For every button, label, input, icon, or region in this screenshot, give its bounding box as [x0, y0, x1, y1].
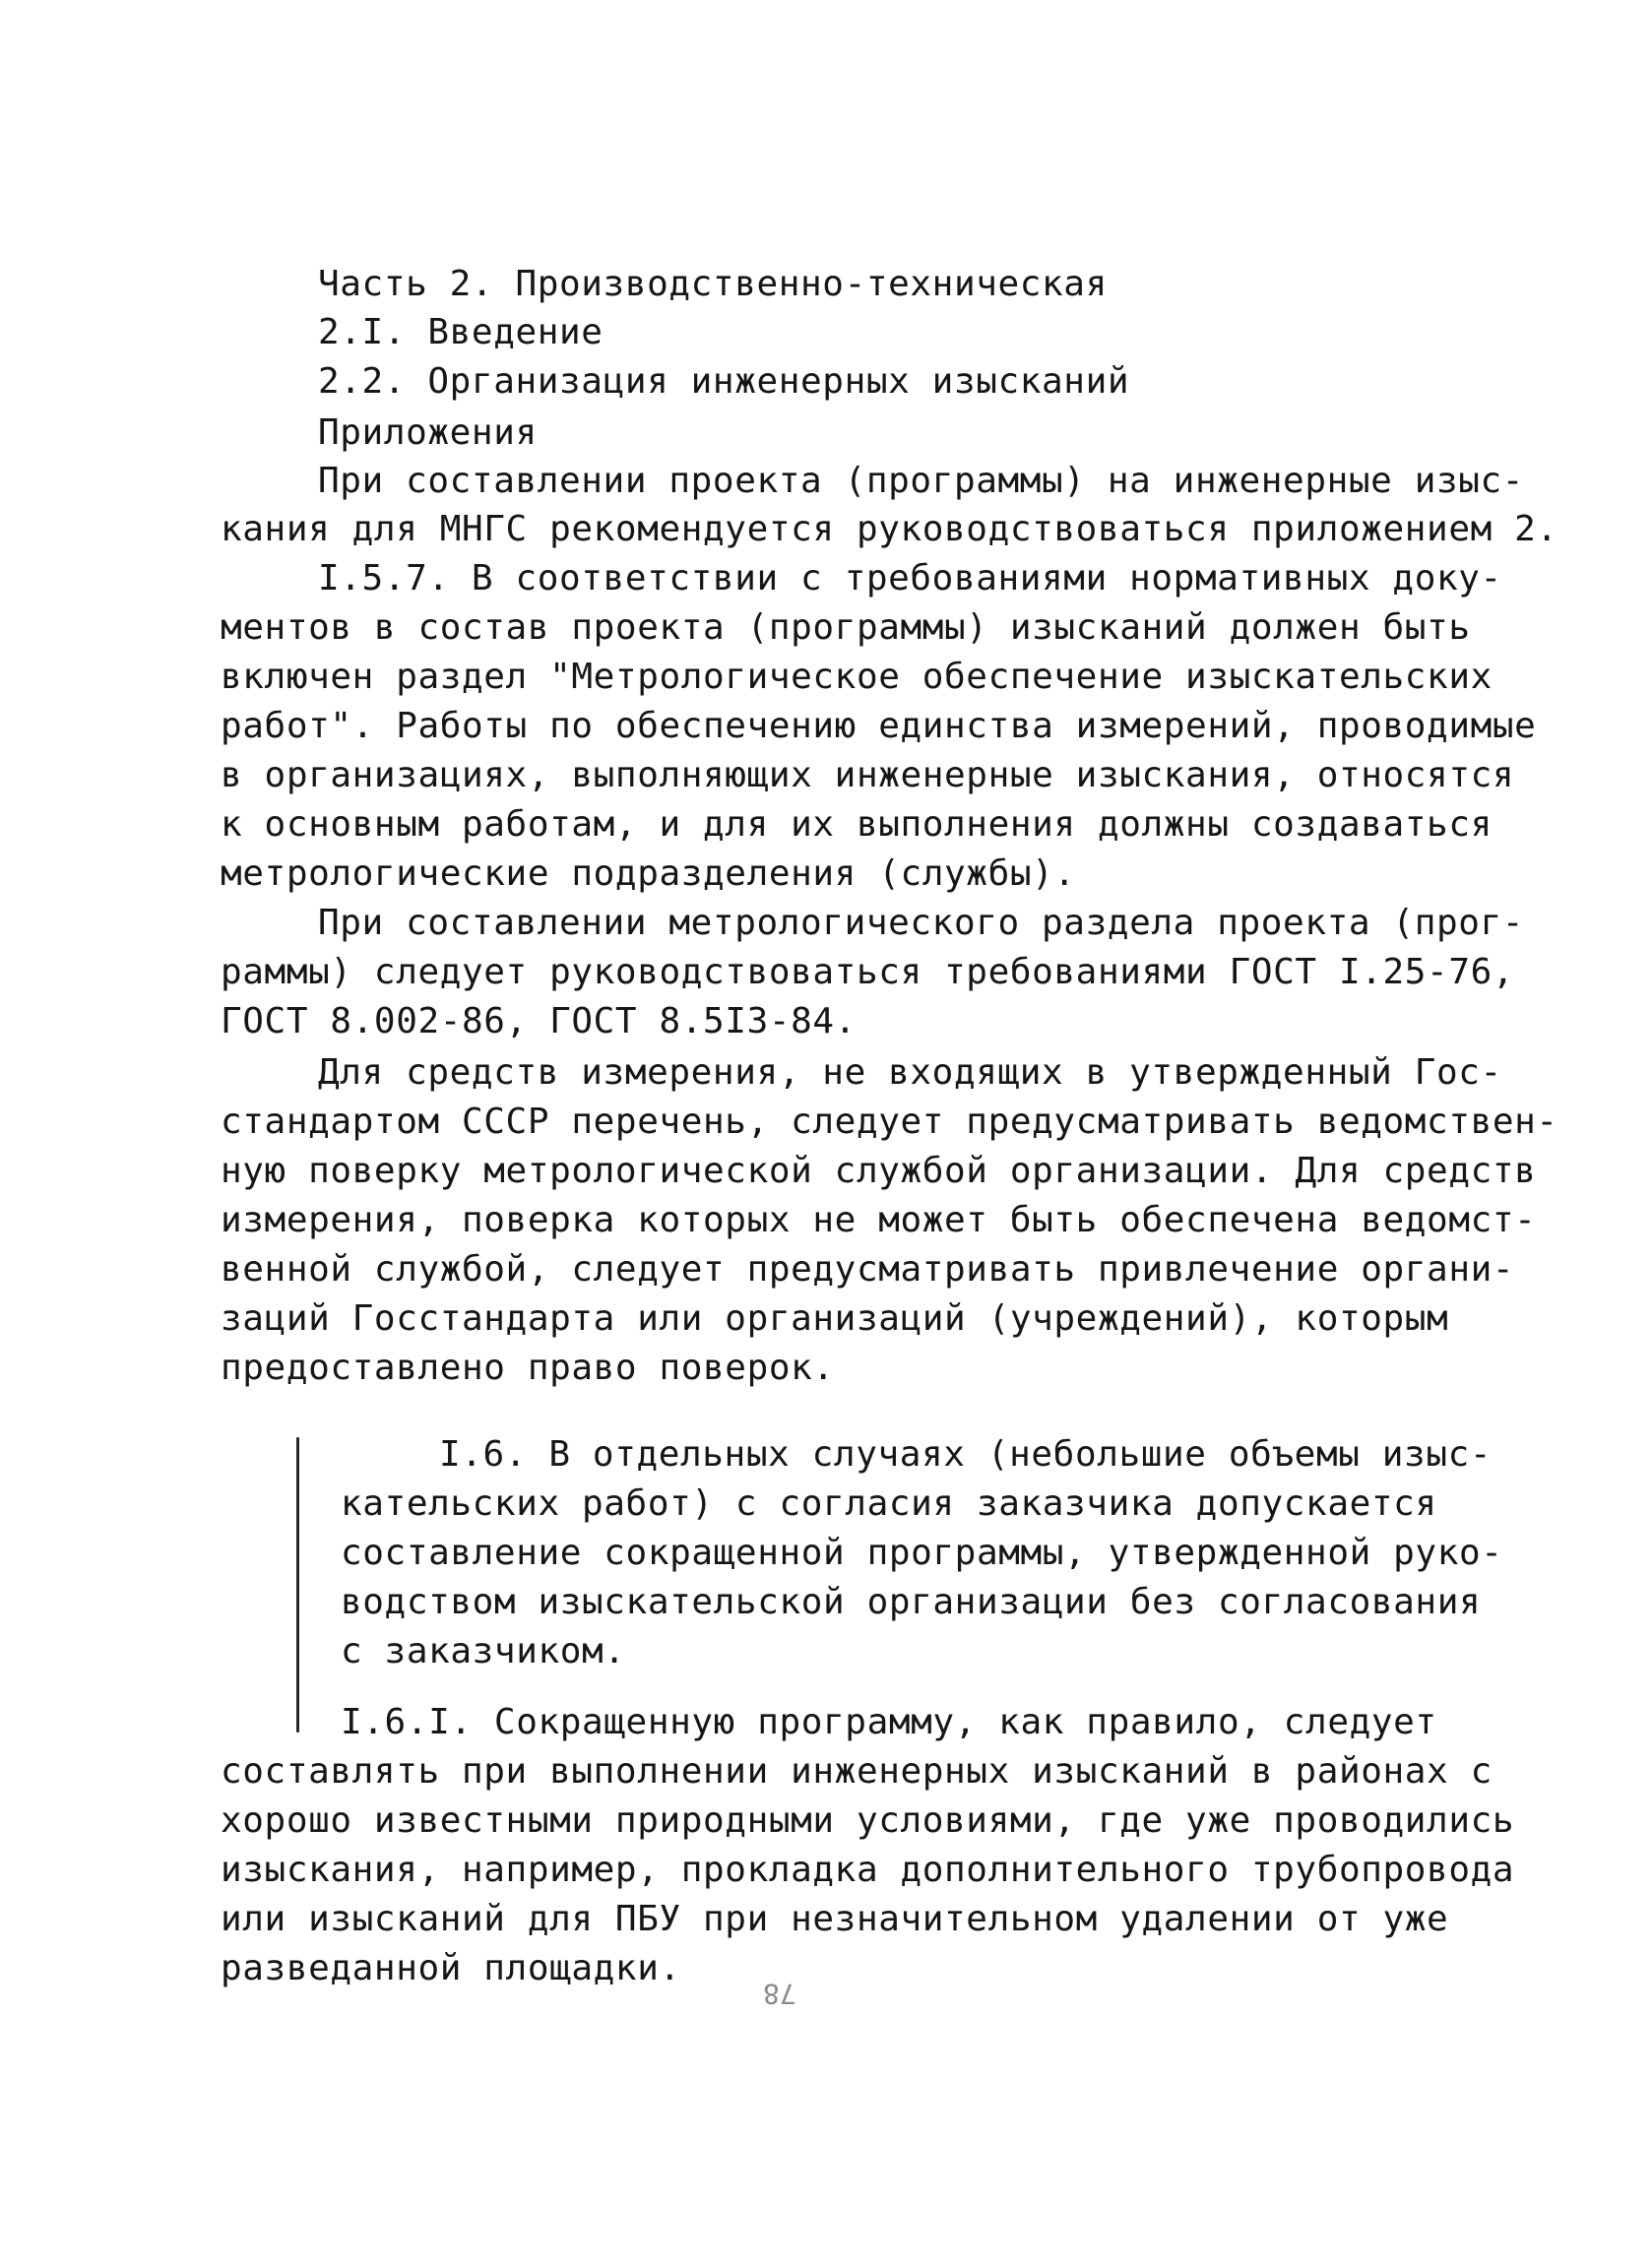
toc-item-2-1: 2.I. Введение — [318, 312, 604, 352]
paragraph-line: с заказчиком. — [341, 1631, 626, 1671]
paragraph-line: водством изыскательской организации без согласования — [341, 1582, 1482, 1622]
paragraph-line: составлять при выполнении инженерных изысканий в районах с — [221, 1751, 1493, 1792]
paragraph-line: в организациях, выполняющих инженерные изыскания, относятся — [221, 755, 1515, 795]
paragraph-line: изыскания, например, прокладка дополнительного трубопровода — [221, 1850, 1515, 1890]
paragraph-line: I.5.7. В соответствии с требованиями нормативных доку- — [318, 558, 1502, 598]
paragraph-line: к основным работам, и для их выполнения должны создаваться — [221, 804, 1493, 845]
paragraph-line: венной службой, следует предусматривать привлечение органи- — [221, 1249, 1515, 1290]
paragraph-line: работ". Работы по обеспечению единства измерений, проводимые — [221, 706, 1537, 746]
paragraph-line: I.6. В отдельных случаях (небольшие объемы изыс- — [439, 1434, 1493, 1475]
paragraph-line: Для средств измерения, не входящих в утвержденный Гос- — [318, 1052, 1502, 1093]
page-number: 78 — [763, 1978, 796, 2010]
paragraph-line: метрологические подразделения (службы). — [221, 853, 1076, 894]
paragraph-line: включен раздел "Метрологическое обеспечение изыскательских — [221, 657, 1493, 697]
toc-item-appendices: Приложения — [318, 412, 538, 453]
paragraph-line: заций Госстандарта или организаций (учреждений), которым — [221, 1298, 1449, 1339]
paragraph-line: При составлении проекта (программы) на инженерные изыс- — [318, 461, 1525, 501]
paragraph-line: кательских работ) с согласия заказчика допускается — [341, 1483, 1437, 1524]
paragraph-line: кания для МНГС рекомендуется руководствоваться приложением 2. — [221, 509, 1558, 549]
paragraph-line: ментов в состав проекта (программы) изысканий должен быть — [221, 607, 1471, 648]
paragraph-line: раммы) следует руководствоваться требованиями ГОСТ I.25-76, — [221, 952, 1515, 992]
section-heading-part-2: Часть 2. Производственно-техническая — [318, 264, 1108, 304]
paragraph-line: ную поверку метрологической службой организации. Для средств — [221, 1151, 1537, 1191]
paragraph-line: или изысканий для ПБУ при незначительном удалении от уже — [221, 1899, 1449, 1939]
paragraph-line: I.6.I. Сокращенную программу, как правило, следует — [341, 1702, 1437, 1742]
paragraph-line: измерения, поверка которых не может быть обеспечена ведомст- — [221, 1200, 1537, 1240]
revision-margin-bar — [296, 1437, 299, 1732]
paragraph-line: стандартом СССР перечень, следует предусматривать ведомствен- — [221, 1102, 1558, 1142]
toc-item-2-2: 2.2. Организация инженерных изысканий — [318, 361, 1130, 402]
paragraph-line: предоставлено право поверок. — [221, 1348, 835, 1388]
paragraph-line: ГОСТ 8.002-86, ГОСТ 8.5I3-84. — [221, 1001, 857, 1041]
paragraph-line: При составлении метрологического раздела проекта (прог- — [318, 903, 1525, 943]
paragraph-line: хорошо известными природными условиями, где уже проводились — [221, 1800, 1515, 1841]
paragraph-line: составление сокращенной программы, утвержденной руко- — [341, 1533, 1503, 1573]
paragraph-line: разведанной площадки. — [221, 1948, 681, 1988]
